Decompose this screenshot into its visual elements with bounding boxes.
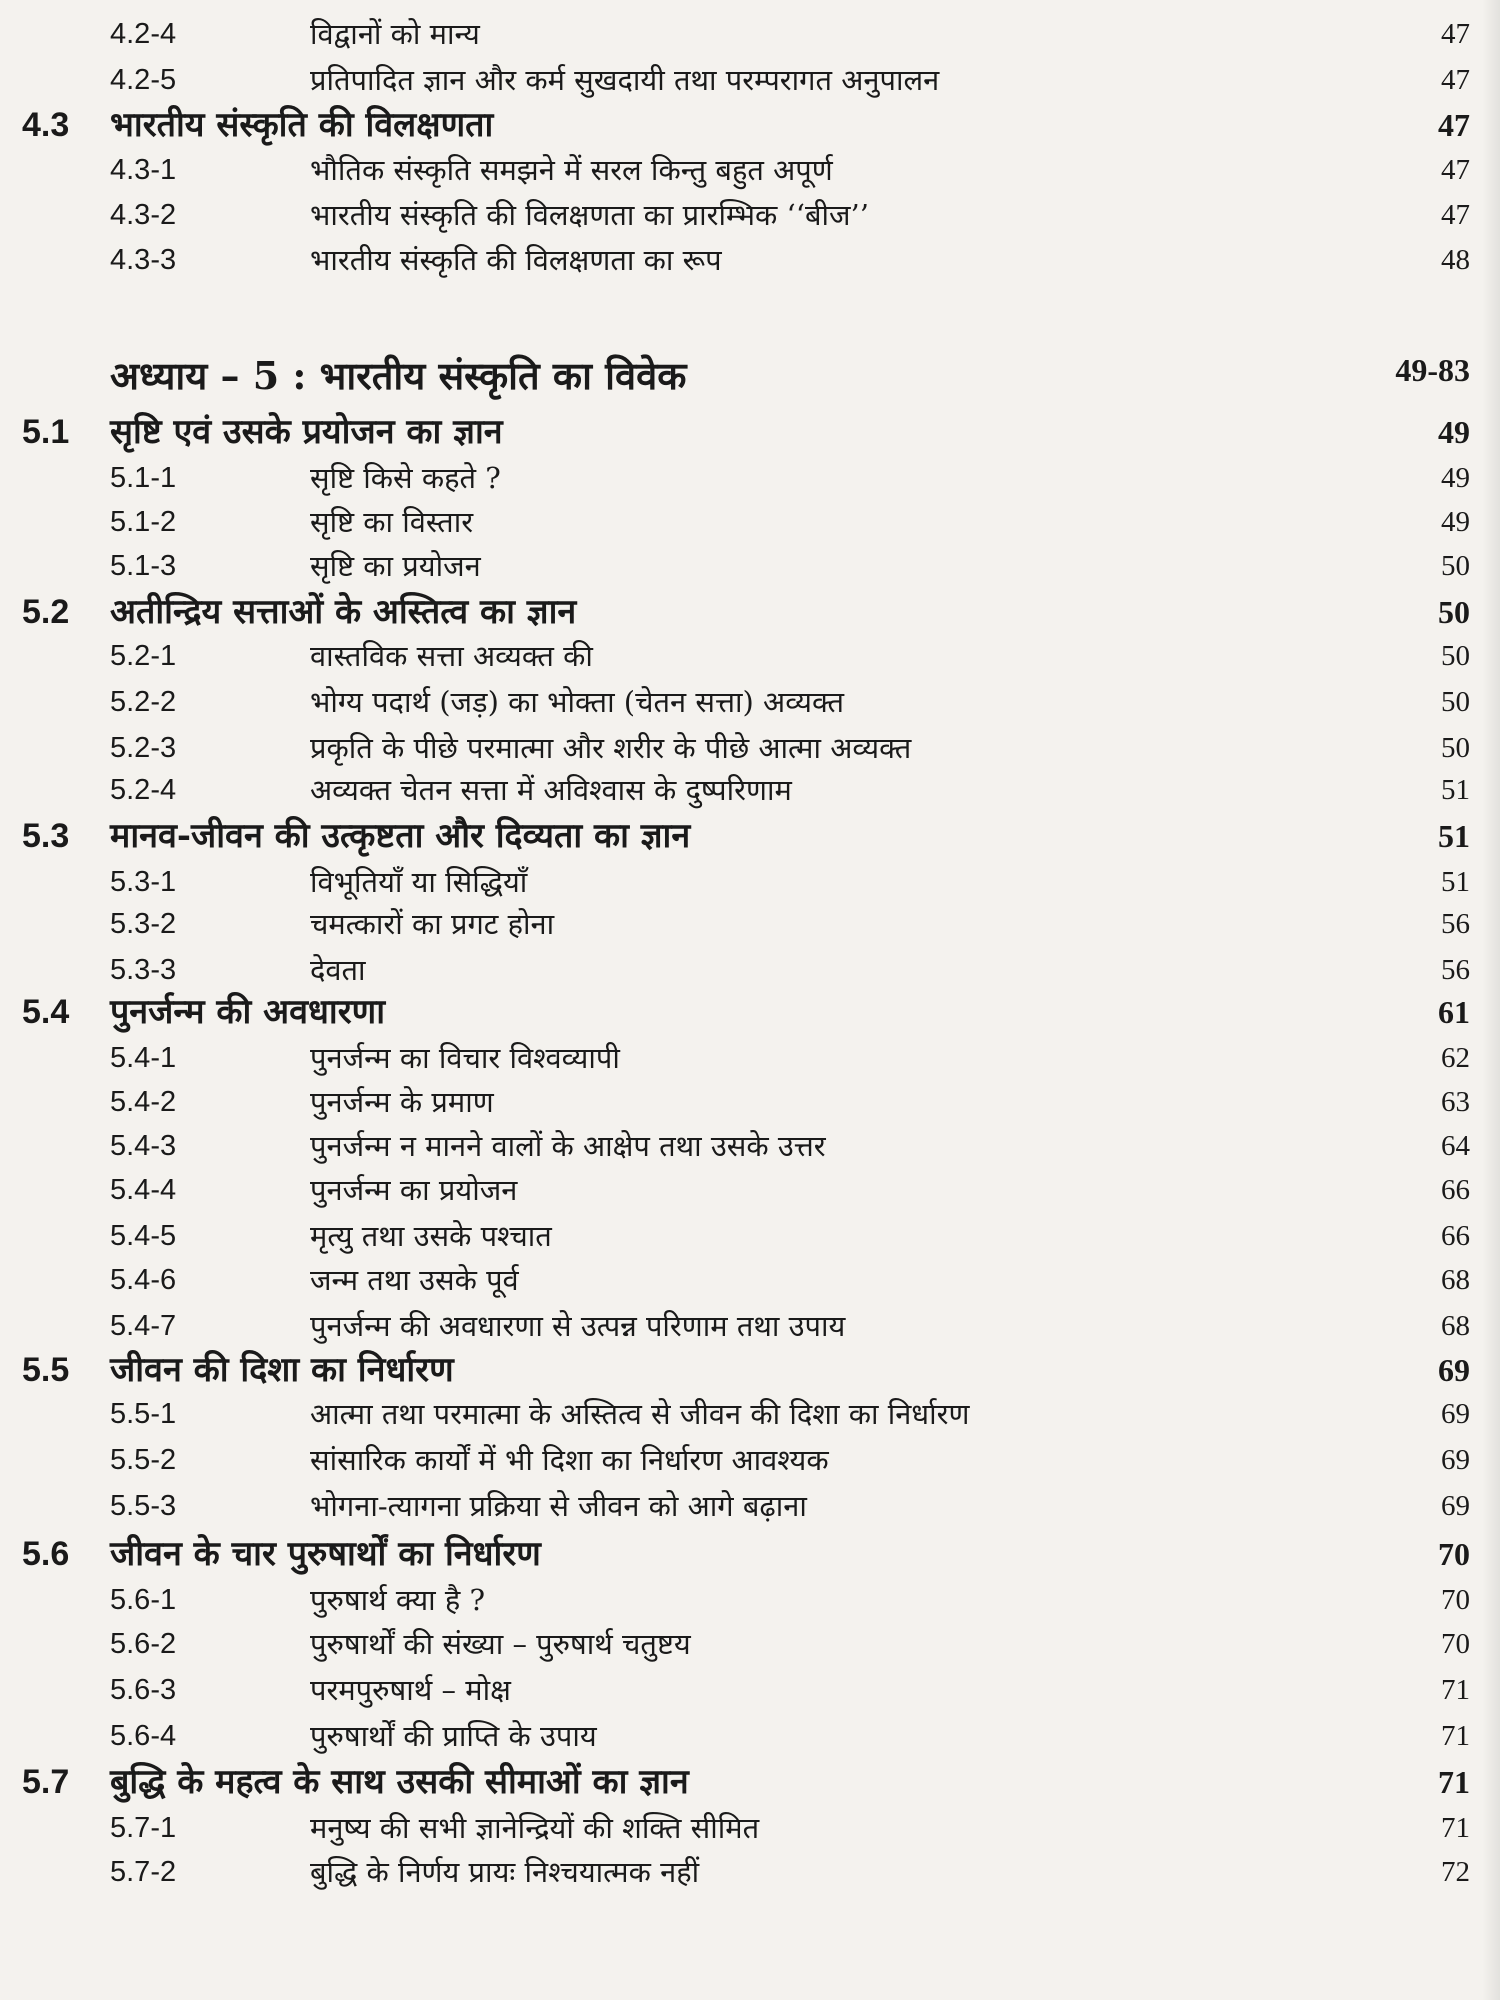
entry-number: 5.1-3 [110,550,177,582]
toc-entry [0,56,1500,104]
page-number: 49-83 [1395,352,1470,388]
entry-number: 5.6-2 [110,1628,177,1660]
page-number: 50 [1438,594,1470,630]
toc-entry [0,1034,1500,1082]
entry-title: अतीन्द्रिय सत्ताओं के अस्तित्व का ज्ञान [110,592,577,632]
entry-title: मानव-जीवन की उत्कृष्टता और दिव्यता का ज्ञान [110,816,691,856]
entry-number: 5.2-3 [110,732,177,764]
page-number: 70 [1438,1536,1470,1572]
page-number: 51 [1441,866,1470,898]
page-number: 47 [1438,107,1470,143]
entry-title: अध्याय – 5 : भारतीय संस्कृति का विवेक [110,353,687,398]
page-number: 50 [1441,686,1470,718]
entry-number: 5.4-6 [110,1264,177,1296]
entry-title: सृष्टि किसे कहते ? [310,461,501,495]
toc-entry [0,1122,1500,1170]
page-number: 63 [1441,1086,1470,1118]
toc-entry [0,10,1500,58]
entry-title: विभूतियाँ या सिद्धियाँ [310,865,528,899]
entry-title: वास्तविक सत्ता अव्यक्त की [310,639,593,673]
page-number: 69 [1441,1444,1470,1476]
toc-entry [0,1848,1500,1896]
toc-entry [0,454,1500,502]
entry-number: 5.1 [22,413,70,451]
toc-entry [0,1620,1500,1668]
entry-number: 5.5-2 [110,1444,177,1476]
page-number: 61 [1438,994,1470,1030]
entry-title: पुनर्जन्म के प्रमाण [310,1085,494,1119]
entry-number: 5.5-1 [110,1398,177,1430]
page-number: 47 [1441,18,1470,50]
page-number: 68 [1441,1310,1470,1342]
entry-number: 5.4 [22,993,70,1031]
entry-title: पुरुषार्थ क्या है ? [310,1583,486,1617]
page-number: 49 [1441,462,1470,494]
toc-entry [0,191,1500,239]
entry-number: 5.6-1 [110,1584,177,1616]
page-number: 56 [1441,908,1470,940]
entry-title: जीवन की दिशा का निर्धारण [110,1350,454,1390]
entry-title: पुनर्जन्म की अवधारणा [110,992,386,1032]
entry-number: 5.6-4 [110,1720,177,1752]
entry-title: जीवन के चार पुरुषार्थों का निर्धारण [110,1534,541,1574]
entry-title: बुद्धि के महत्व के साथ उसकी सीमाओं का ज्ञान [110,1762,689,1802]
entry-title: भोगना-त्यागना प्रक्रिया से जीवन को आगे बढ़ाना [310,1489,807,1523]
entry-title: देवता [310,953,366,987]
entry-title: सृष्टि का विस्तार [310,505,474,539]
entry-title: जन्म तथा उसके पूर्व [310,1263,519,1297]
page-number: 71 [1438,1764,1470,1800]
toc-entry [0,858,1500,906]
toc-entry [0,1804,1500,1852]
entry-title: प्रकृति के पीछे परमात्मा और शरीर के पीछे आत्मा अव्यक्त [310,731,912,765]
toc-entry [0,1212,1500,1260]
toc-section [0,812,1500,860]
page-number: 69 [1438,1352,1470,1388]
toc-entry [0,1482,1500,1530]
entry-title: भारतीय संस्कृति की विलक्षणता का प्रारम्भिक ‘‘बीज’’ [310,198,869,232]
page-number: 50 [1441,732,1470,764]
toc-section [0,408,1500,456]
page-number: 47 [1441,154,1470,186]
entry-title: पुनर्जन्म की अवधारणा से उत्पन्न परिणाम तथा उपाय [310,1309,846,1343]
entry-title: चमत्कारों का प्रगट होना [310,907,555,941]
toc-entry [0,1302,1500,1350]
entry-number: 5.3-1 [110,866,177,898]
page-number: 71 [1441,1812,1470,1844]
entry-number: 5.4-4 [110,1174,177,1206]
entry-number: 5.1-2 [110,506,177,538]
entry-title: पुरुषार्थों की संख्या – पुरुषार्थ चतुष्टय [310,1627,691,1661]
entry-number: 4.3-2 [110,199,177,231]
toc-entry [0,1712,1500,1760]
toc-section [0,1758,1500,1806]
entry-number: 5.2-4 [110,774,177,806]
page-number: 51 [1441,774,1470,806]
page-number: 56 [1441,954,1470,986]
entry-title: पुरुषार्थों की प्राप्ति के उपाय [310,1719,597,1753]
entry-title: सृष्टि एवं उसके प्रयोजन का ज्ञान [110,412,503,452]
entry-number: 5.4-7 [110,1310,177,1342]
page-number: 70 [1441,1628,1470,1660]
entry-title: प्रतिपादित ज्ञान और कर्म सुखदायी तथा परम्परागत अनुपालन [310,63,940,97]
page-number: 49 [1441,506,1470,538]
entry-number: 5.3-3 [110,954,177,986]
entry-title: पुनर्जन्म का प्रयोजन [310,1173,518,1207]
toc-entry [0,498,1500,546]
toc-section [0,1346,1500,1394]
entry-title: परमपुरुषार्थ – मोक्ष [310,1673,511,1707]
toc-section [0,101,1500,149]
entry-title: सृष्टि का प्रयोजन [310,549,481,583]
page-number: 50 [1441,550,1470,582]
entry-number: 5.5-3 [110,1490,177,1522]
page-number: 47 [1441,199,1470,231]
page-edge-shadow [1482,0,1500,2000]
toc-entry [0,1390,1500,1438]
entry-number: 5.7 [22,1763,70,1801]
entry-number: 4.3-3 [110,244,177,276]
toc-section [0,588,1500,636]
entry-number: 5.1-1 [110,462,177,494]
page-number: 69 [1441,1490,1470,1522]
entry-number: 5.6 [22,1535,70,1573]
entry-number: 5.5 [22,1351,70,1389]
toc-entry [0,1576,1500,1624]
toc-entry [0,1666,1500,1714]
entry-title: भारतीय संस्कृति की विलक्षणता [110,105,494,145]
page-number: 72 [1441,1856,1470,1888]
page-number: 68 [1441,1264,1470,1296]
entry-number: 5.6-3 [110,1674,177,1706]
page-number: 48 [1441,244,1470,276]
entry-number: 5.3 [22,817,70,855]
entry-title: भोग्य पदार्थ (जड़) का भोक्ता (चेतन सत्ता) अव्यक्त [310,685,845,719]
toc-entry [0,236,1500,284]
entry-number: 4.3 [22,106,70,144]
toc-entry [0,946,1500,994]
toc-entry [0,766,1500,814]
entry-number: 5.7-2 [110,1856,177,1888]
entry-number: 5.4-2 [110,1086,177,1118]
entry-number: 5.4-3 [110,1130,177,1162]
toc-entry [0,1078,1500,1126]
entry-title: मृत्यु तथा उसके पश्चात [310,1219,552,1253]
page-number: 71 [1441,1720,1470,1752]
page-number: 70 [1441,1584,1470,1616]
entry-number: 5.7-1 [110,1812,177,1844]
page-number: 49 [1438,414,1470,450]
entry-title: भारतीय संस्कृति की विलक्षणता का रूप [310,243,722,277]
entry-number: 4.2-5 [110,64,177,96]
entry-title: सांसारिक कार्यों में भी दिशा का निर्धारण आवश्यक [310,1443,829,1477]
page-number: 62 [1441,1042,1470,1074]
page-number: 50 [1441,640,1470,672]
entry-number: 4.3-1 [110,154,177,186]
toc-entry [0,542,1500,590]
toc-entry [0,724,1500,772]
toc-entry [0,678,1500,726]
toc-entry [0,1256,1500,1304]
entry-number: 4.2-4 [110,18,177,50]
toc-entry [0,1166,1500,1214]
entry-title: बुद्धि के निर्णय प्रायः निश्चयात्मक नहीं [310,1855,700,1889]
entry-number: 5.3-2 [110,908,177,940]
page-number: 71 [1441,1674,1470,1706]
page-number: 66 [1441,1220,1470,1252]
page-number: 66 [1441,1174,1470,1206]
entry-number: 5.4-5 [110,1220,177,1252]
entry-title: विद्वानों को मान्य [310,17,480,51]
entry-number: 5.2-1 [110,640,177,672]
page-number: 64 [1441,1130,1470,1162]
toc-entry [0,900,1500,948]
entry-number: 5.2 [22,593,70,631]
toc-entry [0,146,1500,194]
entry-title: पुनर्जन्म न मानने वालों के आक्षेप तथा उसके उत्तर [310,1129,826,1163]
page-number: 69 [1441,1398,1470,1430]
chapter-heading [0,352,1500,400]
entry-title: पुनर्जन्म का विचार विश्वव्यापी [310,1041,620,1075]
entry-title: आत्मा तथा परमात्मा के अस्तित्व से जीवन की दिशा का निर्धारण [310,1397,970,1431]
entry-title: मनुष्य की सभी ज्ञानेन्द्रियों की शक्ति सीमित [310,1811,760,1845]
entry-title: भौतिक संस्कृति समझने में सरल किन्तु बहुत अपूर्ण [310,153,833,187]
toc-entry [0,1436,1500,1484]
entry-title: अव्यक्त चेतन सत्ता में अविश्वास के दुष्परिणाम [310,773,792,807]
page-number: 51 [1438,818,1470,854]
toc-section [0,1530,1500,1578]
page-number: 47 [1441,64,1470,96]
entry-number: 5.2-2 [110,686,177,718]
entry-number: 5.4-1 [110,1042,177,1074]
toc-entry [0,632,1500,680]
toc-section [0,988,1500,1036]
